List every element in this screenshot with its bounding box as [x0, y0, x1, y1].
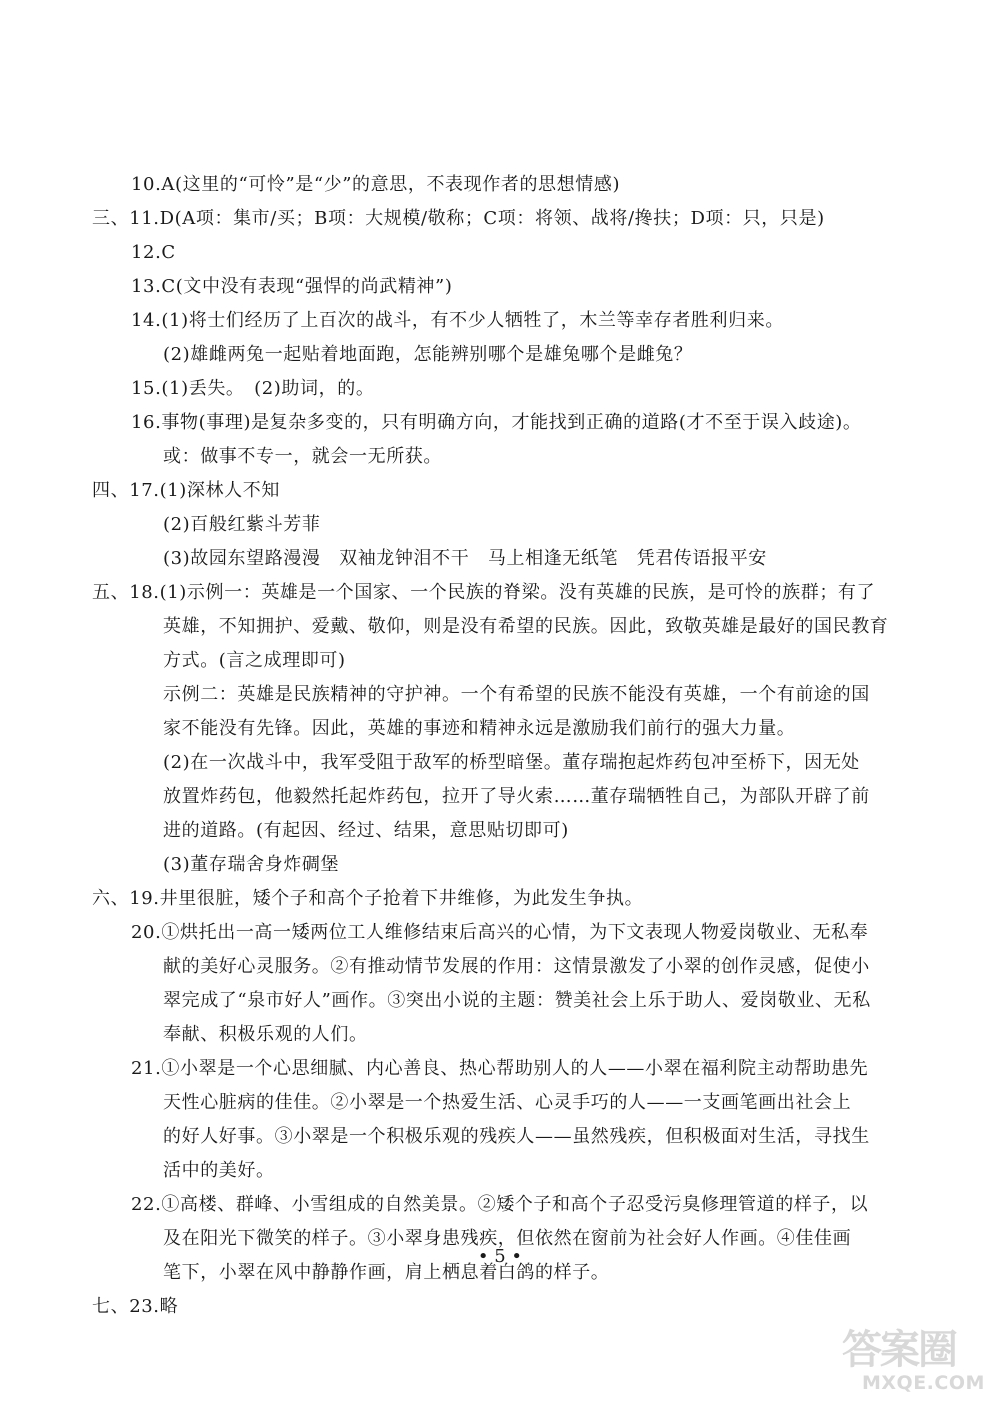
- answer-line: 示例二：英雄是民族精神的守护神。一个有希望的民族不能没有英雄，一个有前途的国: [163, 684, 870, 705]
- watermark-url: MXQE.COM: [862, 1372, 985, 1394]
- answer-line: 七、23.略: [92, 1296, 179, 1317]
- answer-line: 及在阳光下微笑的样子。③小翠身患残疾，但依然在窗前为社会好人作画。④佳佳画: [163, 1228, 852, 1249]
- answer-line: 笔下，小翠在风中静静作画，肩上栖息着白鸽的样子。: [163, 1262, 610, 1283]
- answer-line: 或：做事不专一，就会一无所获。: [163, 446, 442, 467]
- answer-line: 21.①小翠是一个心思细腻、内心善良、热心帮助别人的人——小翠在福利院主动帮助患先: [131, 1058, 869, 1079]
- answer-line: 14.(1)将士们经历了上百次的战斗，有不少人牺牲了，木兰等幸存者胜利归来。: [131, 310, 784, 331]
- answer-line: 22.①高楼、群峰、小雪组成的自然美景。②矮个子和高个子忍受污臭修理管道的样子，以: [131, 1194, 869, 1215]
- answer-line: 12.C: [131, 242, 176, 263]
- answer-line: 13.C(文中没有表现“强悍的尚武精神”): [131, 276, 453, 297]
- answer-line: (2)百般红紫斗芳菲: [163, 514, 321, 535]
- answer-line: 献的美好心灵服务。②有推动情节发展的作用：这情景激发了小翠的创作灵感，促使小: [163, 956, 870, 977]
- answer-line: 天性心脏病的佳佳。②小翠是一个热爱生活、心灵手巧的人——一支画笔画出社会上: [163, 1092, 852, 1113]
- answer-line: (2)雄雌两兔一起贴着地面跑，怎能辨别哪个是雄兔哪个是雌兔？: [163, 344, 693, 365]
- answer-line: 六、19.井里很脏，矮个子和高个子抢着下井维修，为此发生争执。: [92, 888, 644, 909]
- answer-line: 20.①烘托出一高一矮两位工人维修结束后高兴的心情，为下文表现人物爱岗敬业、无私奉: [131, 922, 869, 943]
- answer-line: 的好人好事。③小翠是一个积极乐观的残疾人——虽然残疾，但积极面对生活，寻找生: [163, 1126, 870, 1147]
- answer-line: 进的道路。(有起因、经过、结果，意思贴切即可): [163, 820, 569, 841]
- answer-line: 家不能没有先锋。因此，英雄的事迹和精神永远是激励我们前行的强大力量。: [163, 718, 796, 739]
- answer-line: 英雄，不知拥护、爱戴、敬仰，则是没有希望的民族。因此，致敬英雄是最好的国民教育: [163, 616, 889, 637]
- answer-line: 五、18.(1)示例一：英雄是一个国家、一个民族的脊梁。没有英雄的民族，是可怜的族群；有了: [92, 582, 876, 603]
- answer-line: 方式。(言之成理即可): [163, 650, 346, 671]
- answer-line: 活中的美好。: [163, 1160, 275, 1181]
- answer-line: 奉献、积极乐观的人们。: [163, 1024, 368, 1045]
- answer-line: 翠完成了“泉市好人”画作。③突出小说的主题：赞美社会上乐于助人、爱岗敬业、无私: [163, 990, 871, 1011]
- answer-line: 15.(1)丢失。 (2)助词，的。: [131, 378, 375, 399]
- answer-line: 放置炸药包，他毅然托起炸药包，拉开了导火索……董存瑞牺牲自己，为部队开辟了前: [163, 786, 870, 807]
- answer-line: 10.A(这里的“可怜”是“少”的意思，不表现作者的思想情感): [131, 174, 621, 195]
- watermark-logo: 答案圈: [842, 1327, 956, 1373]
- page-number: • 5 •: [477, 1246, 523, 1267]
- answer-line: 16.事物(事理)是复杂多变的，只有明确方向，才能找到正确的道路(才不至于误入歧途)。: [131, 412, 862, 433]
- answer-line: 三、11.D(A项：集市/买；B项：大规模/敬称；C项：将领、战将/搀扶；D项：只，只是): [92, 208, 825, 229]
- answer-line: 四、17.(1)深林人不知: [92, 480, 280, 501]
- answer-line: (2)在一次战斗中，我军受阻于敌军的桥型暗堡。董存瑞抱起炸药包冲至桥下，因无处: [163, 752, 860, 773]
- answer-line: (3)董存瑞舍身炸碉堡: [163, 854, 340, 875]
- answer-line: (3)故园东望路漫漫 双袖龙钟泪不干 马上相逢无纸笔 凭君传语报平安: [163, 548, 767, 569]
- watermark: [842, 1318, 992, 1404]
